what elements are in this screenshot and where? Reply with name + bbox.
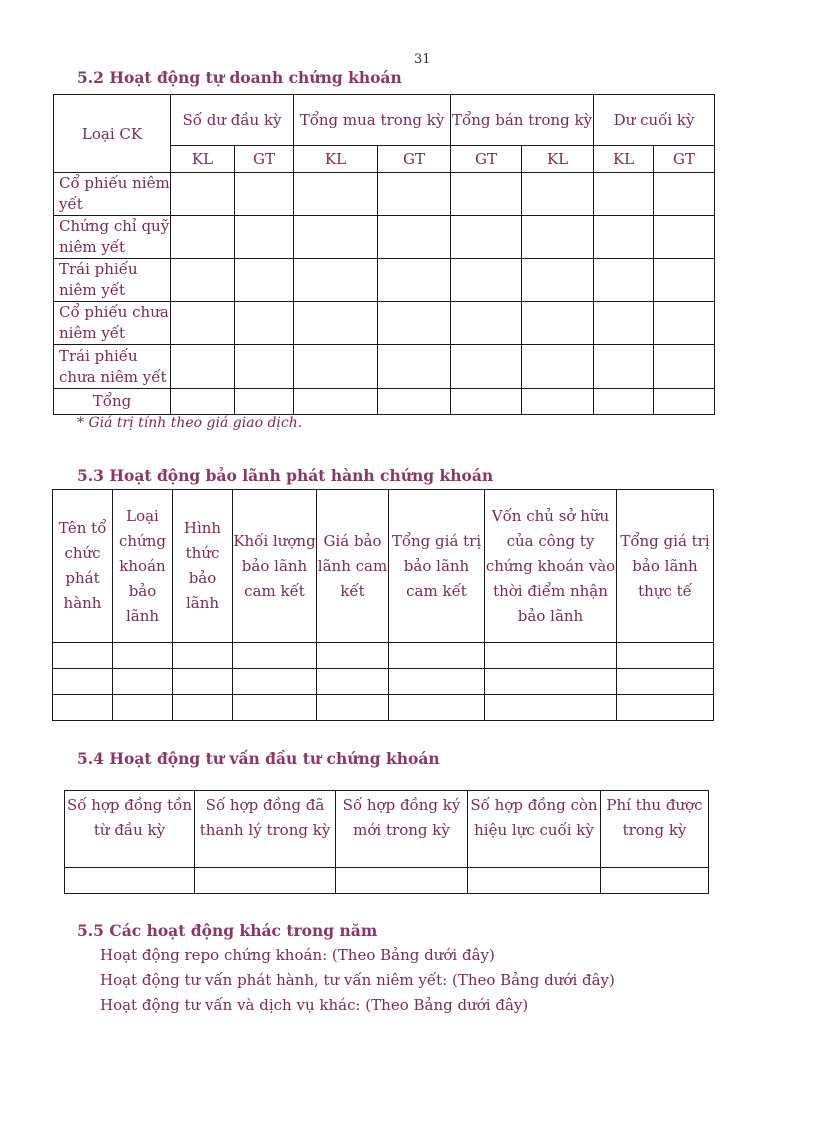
header-underwriting-form: Hình thức bảo lãnh [173, 490, 233, 643]
table-row [65, 868, 709, 894]
header-committed-price: Giá bảo lãnh cam kết [317, 490, 389, 643]
table-row [53, 669, 714, 695]
subheader: GT [235, 146, 294, 173]
subheader: KL [594, 146, 654, 173]
other-activity-advisory-services: Hoạt động tư vấn và dịch vụ khác: (Theo Bảng dưới đây) [100, 996, 529, 1014]
header-issuer-name: Tên tổ chức phát hành [53, 490, 113, 643]
table-row [54, 173, 715, 216]
table-row [53, 643, 714, 669]
advisory-table [64, 790, 709, 894]
header-contracts-liquidated: Số hợp đồng đã thanh lý trong kỳ [195, 791, 336, 868]
header-contracts-new: Số hợp đồng ký mới trong kỳ [336, 791, 468, 868]
row-label: Chứng chỉ quỹ niêm yết [54, 216, 171, 259]
row-label: Trái phiếu chưa niêm yết [54, 345, 171, 389]
subheader: KL [522, 146, 594, 173]
table-note: * Giá trị tính theo giá giao dịch. [77, 415, 303, 431]
table-row [53, 695, 714, 721]
row-label: Cổ phiếu niêm yết [54, 173, 171, 216]
subheader: GT [654, 146, 715, 173]
other-activity-repo: Hoạt động repo chứng khoán: (Theo Bảng dưới đây) [100, 946, 495, 964]
row-label: Trái phiếu niêm yết [54, 259, 171, 302]
header-committed-volume: Khối lượng bảo lãnh cam kết [233, 490, 317, 643]
header-loai-ck: Loại CK [54, 95, 171, 173]
table-row [54, 345, 715, 389]
table-row [54, 302, 715, 345]
header-contracts-active: Số hợp đồng còn hiệu lực cuối kỳ [468, 791, 601, 868]
proprietary-trading-table [53, 94, 715, 415]
subheader: GT [451, 146, 522, 173]
header-fee-collected: Phí thu được trong kỳ [601, 791, 709, 868]
header-closing-balance: Dư cuối kỳ [594, 95, 715, 146]
subheader: GT [378, 146, 451, 173]
section-5-5-title: 5.5 Các hoạt động khác trong năm [77, 921, 378, 940]
section-5-4-title: 5.4 Hoạt động tư vấn đầu tư chứng khoán [77, 749, 440, 768]
header-total-sale: Tổng bán trong kỳ [451, 95, 594, 146]
header-committed-value: Tổng giá trị bảo lãnh cam kết [389, 490, 485, 643]
header-owner-equity: Vốn chủ sở hữu của công ty chứng khoán vào thời điểm nhận bảo lãnh [485, 490, 617, 643]
header-actual-value: Tổng giá trị bảo lãnh thực tế [617, 490, 714, 643]
section-5-3-title: 5.3 Hoạt động bảo lãnh phát hành chứng khoán [77, 466, 494, 485]
total-label: Tổng [54, 389, 171, 415]
table-row [54, 216, 715, 259]
page-number: 31 [414, 52, 431, 67]
row-label: Cổ phiếu chưa niêm yết [54, 302, 171, 345]
section-5-2-title: 5.2 Hoạt động tự doanh chứng khoán [77, 68, 402, 87]
subheader: KL [171, 146, 235, 173]
header-opening-balance: Số dư đầu kỳ [171, 95, 294, 146]
subheader: KL [294, 146, 378, 173]
other-activity-issuance-advisory: Hoạt động tư vấn phát hành, tư vấn niêm yết: (Theo Bảng dưới đây) [100, 971, 615, 989]
table-row [54, 259, 715, 302]
table-row-total [54, 389, 715, 415]
underwriting-table [52, 489, 714, 721]
header-total-purchase: Tổng mua trong kỳ [294, 95, 451, 146]
header-contracts-opening: Số hợp đồng tồn từ đầu kỳ [65, 791, 195, 868]
header-security-type: Loại chứng khoán bảo lãnh [113, 490, 173, 643]
